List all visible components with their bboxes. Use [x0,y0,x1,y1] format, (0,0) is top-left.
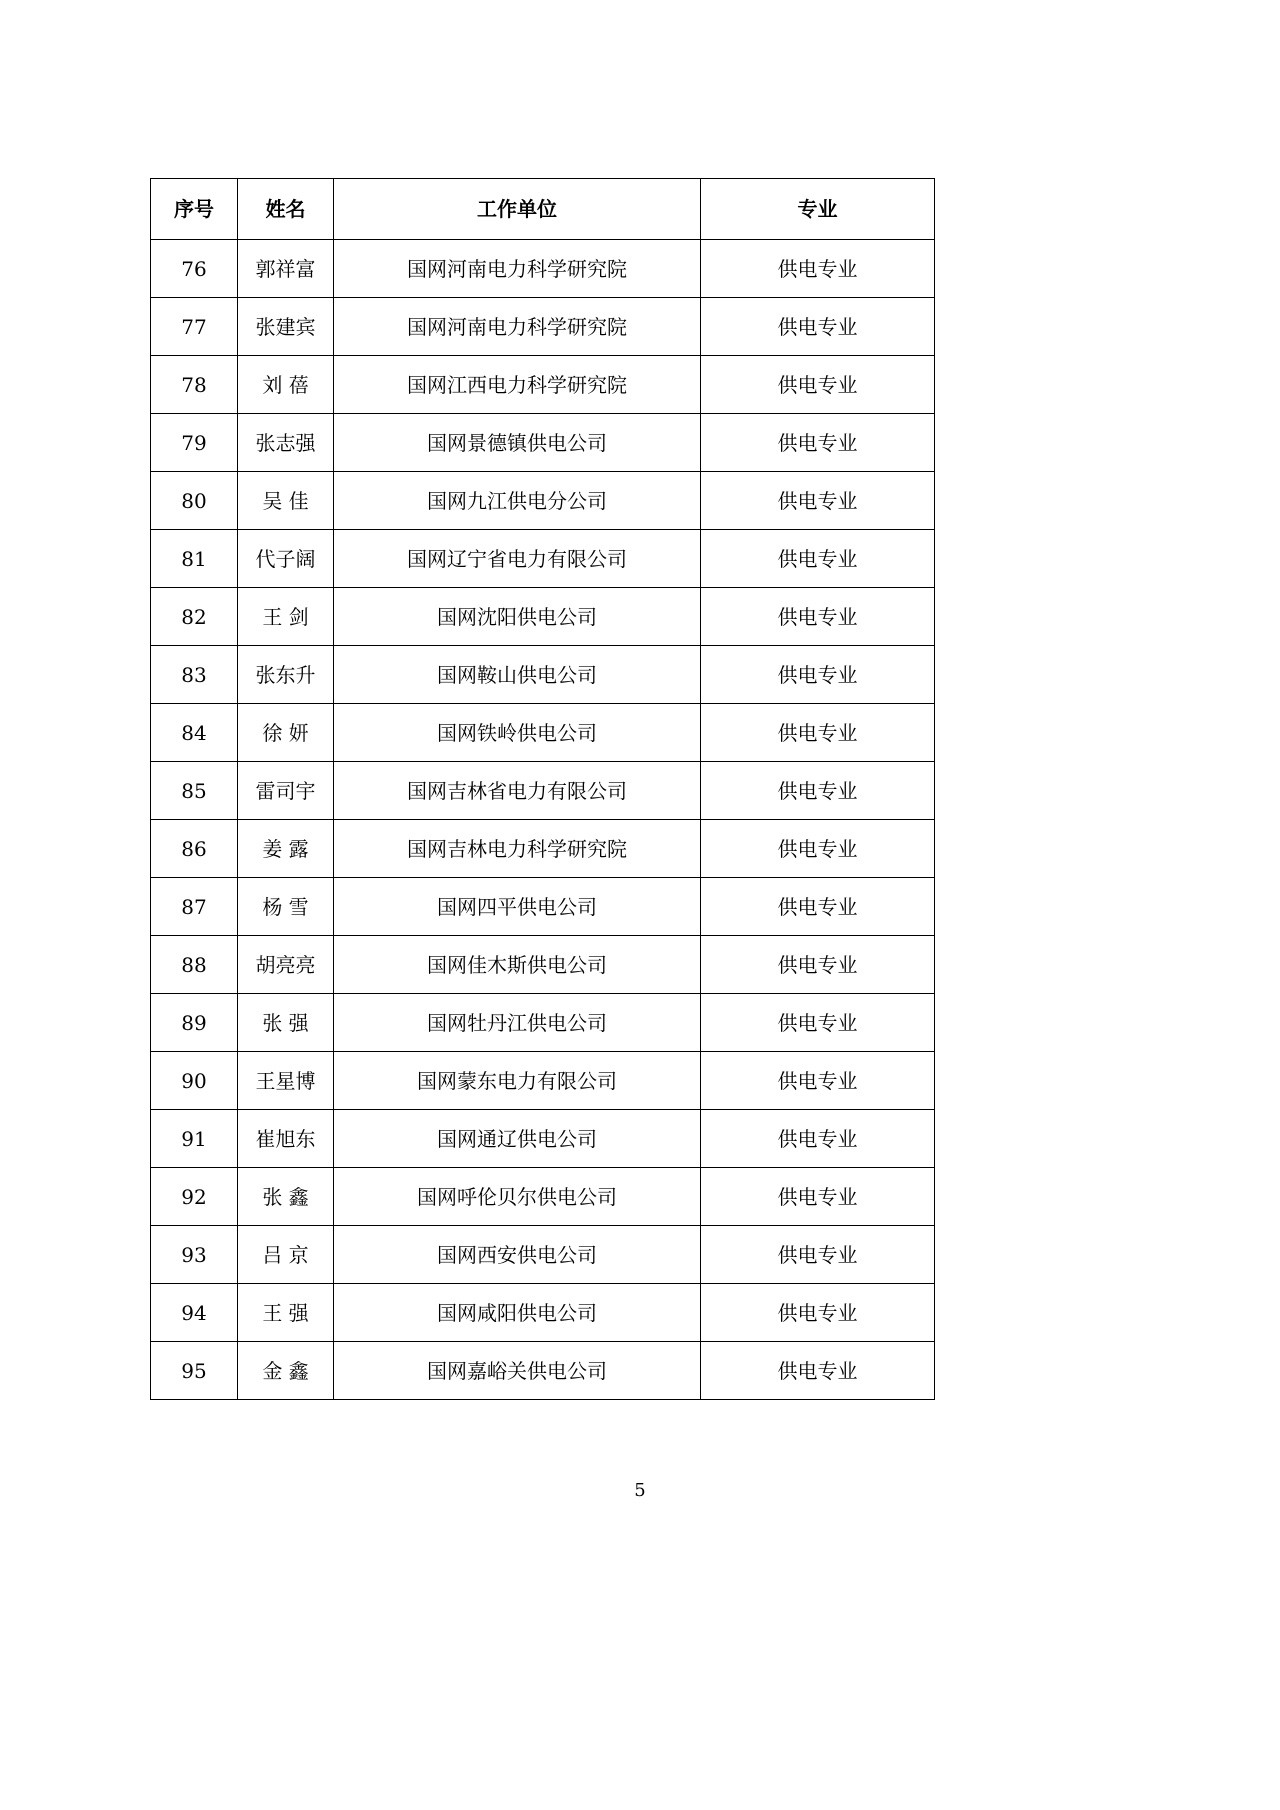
cell-major: 供电专业 [701,530,935,588]
cell-work-unit: 国网吉林电力科学研究院 [334,820,701,878]
cell-name: 代子阔 [238,530,334,588]
cell-index: 90 [151,1052,238,1110]
cell-index: 95 [151,1342,238,1400]
table-row [151,356,935,414]
cell-name: 吴 佳 [238,472,334,530]
cell-index: 76 [151,240,238,298]
table-row [151,936,935,994]
cell-major: 供电专业 [701,878,935,936]
table-row [151,1284,935,1342]
cell-major: 供电专业 [701,1342,935,1400]
cell-name: 张 鑫 [238,1168,334,1226]
cell-major: 供电专业 [701,936,935,994]
cell-name: 雷司宇 [238,762,334,820]
cell-major: 供电专业 [701,588,935,646]
cell-index: 85 [151,762,238,820]
cell-name: 张 强 [238,994,334,1052]
cell-major: 供电专业 [701,240,935,298]
cell-work-unit: 国网西安供电公司 [334,1226,701,1284]
column-header-index: 序号 [151,179,238,240]
cell-index: 82 [151,588,238,646]
table-row [151,1168,935,1226]
cell-work-unit: 国网江西电力科学研究院 [334,356,701,414]
cell-index: 84 [151,704,238,762]
table-row [151,414,935,472]
cell-major: 供电专业 [701,646,935,704]
cell-major: 供电专业 [701,994,935,1052]
cell-index: 89 [151,994,238,1052]
cell-index: 80 [151,472,238,530]
cell-major: 供电专业 [701,472,935,530]
table-row [151,820,935,878]
cell-name: 胡亮亮 [238,936,334,994]
page-number: 5 [634,1480,646,1501]
cell-work-unit: 国网铁岭供电公司 [334,704,701,762]
cell-index: 83 [151,646,238,704]
cell-name: 张东升 [238,646,334,704]
table-row [151,588,935,646]
table-body [151,240,935,1400]
table-row [151,646,935,704]
cell-name: 郭祥富 [238,240,334,298]
table-row [151,472,935,530]
cell-major: 供电专业 [701,1110,935,1168]
cell-major: 供电专业 [701,1052,935,1110]
cell-name: 徐 妍 [238,704,334,762]
cell-name: 张志强 [238,414,334,472]
cell-major: 供电专业 [701,298,935,356]
column-header-major: 专业 [701,179,935,240]
table-row [151,298,935,356]
cell-index: 93 [151,1226,238,1284]
cell-major: 供电专业 [701,1284,935,1342]
table-row [151,878,935,936]
cell-name: 王 强 [238,1284,334,1342]
cell-index: 77 [151,298,238,356]
table-row [151,1226,935,1284]
cell-index: 92 [151,1168,238,1226]
personnel-table [150,178,935,1400]
column-header-name: 姓名 [238,179,334,240]
cell-work-unit: 国网九江供电分公司 [334,472,701,530]
cell-name: 王星博 [238,1052,334,1110]
cell-work-unit: 国网辽宁省电力有限公司 [334,530,701,588]
table-row [151,704,935,762]
cell-work-unit: 国网蒙东电力有限公司 [334,1052,701,1110]
cell-name: 杨 雪 [238,878,334,936]
cell-name: 刘 蓓 [238,356,334,414]
cell-major: 供电专业 [701,762,935,820]
table-row [151,1342,935,1400]
cell-index: 78 [151,356,238,414]
cell-work-unit: 国网嘉峪关供电公司 [334,1342,701,1400]
cell-major: 供电专业 [701,414,935,472]
cell-name: 姜 露 [238,820,334,878]
cell-major: 供电专业 [701,356,935,414]
cell-work-unit: 国网四平供电公司 [334,878,701,936]
table-header-row [151,179,935,240]
table-row [151,530,935,588]
cell-major: 供电专业 [701,1226,935,1284]
cell-name: 金 鑫 [238,1342,334,1400]
cell-index: 88 [151,936,238,994]
table-row [151,1110,935,1168]
cell-name: 张建宾 [238,298,334,356]
cell-index: 79 [151,414,238,472]
cell-major: 供电专业 [701,704,935,762]
cell-index: 91 [151,1110,238,1168]
cell-index: 86 [151,820,238,878]
cell-work-unit: 国网景德镇供电公司 [334,414,701,472]
cell-work-unit: 国网通辽供电公司 [334,1110,701,1168]
cell-work-unit: 国网沈阳供电公司 [334,588,701,646]
cell-major: 供电专业 [701,820,935,878]
cell-index: 87 [151,878,238,936]
cell-work-unit: 国网河南电力科学研究院 [334,240,701,298]
table-row [151,240,935,298]
cell-major: 供电专业 [701,1168,935,1226]
cell-index: 94 [151,1284,238,1342]
cell-work-unit: 国网咸阳供电公司 [334,1284,701,1342]
table-row [151,762,935,820]
cell-work-unit: 国网牡丹江供电公司 [334,994,701,1052]
cell-work-unit: 国网鞍山供电公司 [334,646,701,704]
table-row [151,994,935,1052]
table-row [151,1052,935,1110]
cell-work-unit: 国网呼伦贝尔供电公司 [334,1168,701,1226]
cell-work-unit: 国网河南电力科学研究院 [334,298,701,356]
cell-name: 崔旭东 [238,1110,334,1168]
cell-work-unit: 国网吉林省电力有限公司 [334,762,701,820]
cell-name: 王 剑 [238,588,334,646]
cell-work-unit: 国网佳木斯供电公司 [334,936,701,994]
cell-index: 81 [151,530,238,588]
cell-name: 吕 京 [238,1226,334,1284]
column-header-work-unit: 工作单位 [334,179,701,240]
